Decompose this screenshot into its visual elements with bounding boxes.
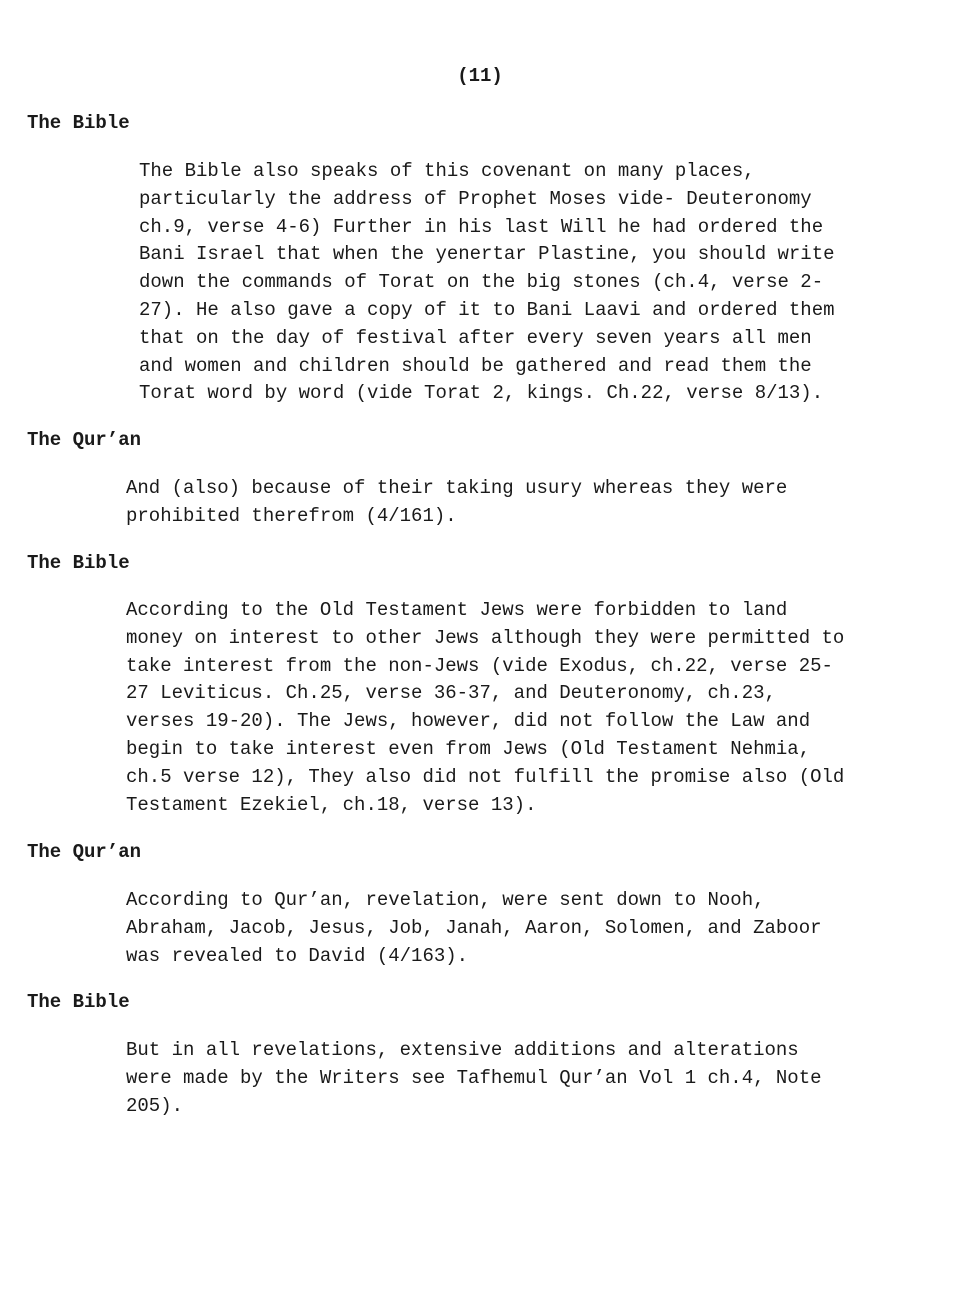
paragraph-line: And (also) because of their taking usury whereas they were [126, 477, 788, 499]
paragraph-line: Abraham, Jacob, Jesus, Job, Janah, Aaron, Solomen, and Zaboor [126, 916, 822, 939]
paragraph-line: ch.9, verse 4-6) Further in his last Will he had ordered the [139, 215, 824, 238]
paragraph-line: Torat word by word (vide Torat 2, kings. Ch.22, verse 8/13). [139, 382, 824, 405]
paragraph-line: Bani Israel that when the yenertar Plastine, you should write [139, 243, 835, 266]
paragraph-line: The Bible also speaks of this covenant on many places, [139, 160, 755, 182]
paragraph-line: were made by the Writers see Tafhemul Qur’an Vol 1 ch.4, Note [126, 1066, 822, 1089]
section-paragraph [126, 475, 787, 531]
section-paragraph [126, 887, 822, 970]
paragraph-line: According to Qur’an, revelation, were sent down to Nooh, [126, 889, 765, 911]
paragraph-line: money on interest to other Jews although they were permitted to [126, 626, 845, 649]
section-heading-bible: The Bible [27, 552, 130, 574]
section-paragraph [126, 1037, 822, 1120]
paragraph-line: ch.5 verse 12), They also did not fulfill the promise also (Old [126, 765, 845, 788]
paragraph-line: down the commands of Torat on the big stones (ch.4, verse 2- [139, 271, 824, 294]
section-paragraph [126, 597, 844, 819]
paragraph-line: prohibited therefrom (4/161). [126, 504, 457, 527]
paragraph-line: According to the Old Testament Jews were forbidden to land [126, 599, 788, 621]
paragraph-line: that on the day of festival after every seven years all men [139, 326, 812, 349]
page-number: (11) [457, 65, 503, 87]
paragraph-line: was revealed to David (4/163). [126, 944, 469, 967]
paragraph-line: 27 Leviticus. Ch.25, verse 36-37, and Deuteronomy, ch.23, [126, 682, 776, 705]
section-heading-quran: The Qur’an [27, 841, 142, 863]
paragraph-line: verses 19-20). The Jews, however, did not follow the Law and [126, 710, 811, 733]
paragraph-line: particularly the address of Prophet Moses vide- Deuteronomy [139, 187, 812, 210]
paragraph-line: take interest from the non-Jews (vide Exodus, ch.22, verse 25- [126, 654, 833, 677]
section-heading-quran: The Qur’an [27, 429, 142, 451]
paragraph-line: and women and children should be gathered and read them the [139, 354, 812, 377]
section-heading-bible: The Bible [27, 991, 130, 1013]
paragraph-line: Testament Ezekiel, ch.18, verse 13). [126, 793, 537, 816]
paragraph-line: 27). He also gave a copy of it to Bani Laavi and ordered them [139, 298, 835, 321]
paragraph-line: 205). [126, 1094, 184, 1117]
paragraph-line: But in all revelations, extensive additions and alterations [126, 1039, 799, 1061]
section-paragraph [139, 158, 835, 408]
paragraph-line: begin to take interest even from Jews (Old Testament Nehmia, [126, 737, 811, 760]
section-heading-bible: The Bible [27, 112, 130, 134]
